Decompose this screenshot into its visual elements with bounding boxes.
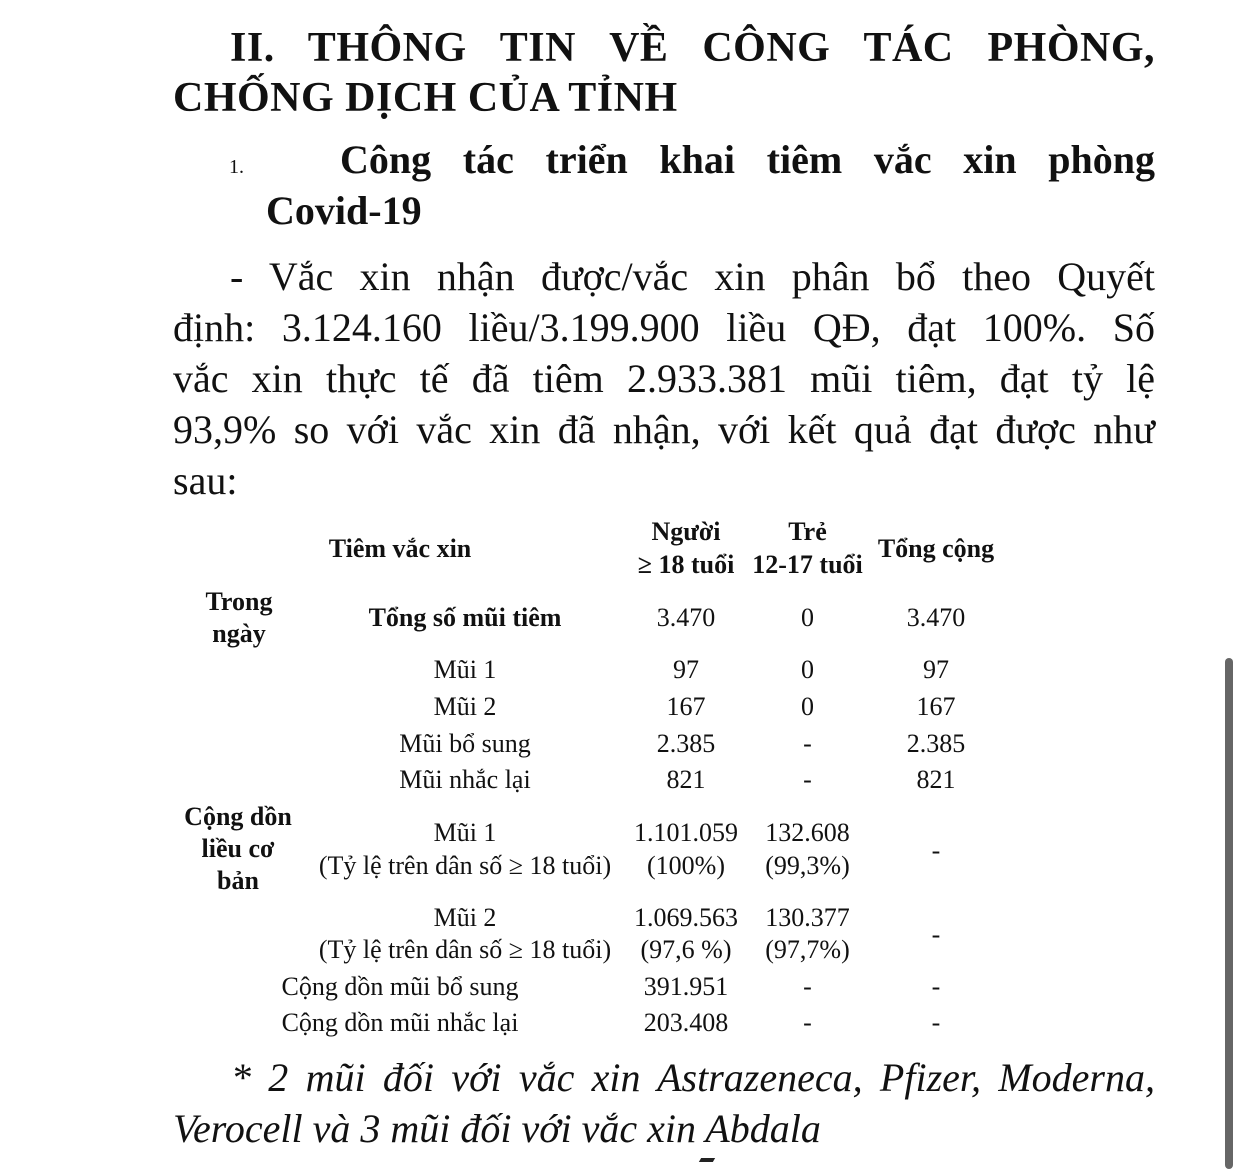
- group-cum-label-1: Cộng dồn: [184, 802, 292, 831]
- row-cum-dose1-child-2: (99,3%): [765, 851, 850, 880]
- row-cum-extra-label: Cộng dồn mũi bổ sung: [281, 972, 519, 1001]
- header-vaccination: Tiêm vắc xin: [328, 534, 472, 563]
- row-cum-dose2-adult-2: (97,6 %): [640, 935, 732, 964]
- row-extra-child: -: [803, 729, 812, 758]
- subsection-number: 1.: [229, 156, 244, 178]
- row-cum-dose2-label-1: Mũi 2: [433, 903, 497, 932]
- row-dose2-child: 0: [801, 692, 814, 721]
- subsection-title-line-1: Công tác triển khai tiêm vắc xin phòng: [340, 137, 1155, 182]
- row-cum-dose1-adult-1: 1.101.059: [634, 818, 738, 847]
- group-cum-label-2: liều cơ: [201, 834, 275, 863]
- row-dose2-adult: 167: [666, 692, 706, 721]
- group-day-label-1: Trong: [205, 587, 273, 616]
- header-adult-line2: ≥ 18 tuổi: [637, 550, 735, 579]
- cut-off-text-fragment: [699, 1158, 715, 1162]
- row-dose1-label: Mũi 1: [433, 655, 497, 684]
- header-adult-line1: Người: [651, 517, 721, 546]
- row-total-doses-label: Tổng số mũi tiêm: [368, 603, 562, 632]
- row-booster-child: -: [803, 765, 812, 794]
- row-booster-label: Mũi nhắc lại: [399, 765, 531, 794]
- section-heading-line-2: CHỐNG DỊCH CỦA TỈNH: [173, 75, 678, 121]
- group-cum-label-3: bản: [217, 866, 259, 895]
- row-cum-extra-total: -: [931, 972, 941, 1001]
- row-cum-booster-child: -: [803, 1008, 812, 1037]
- row-cum-dose1-total: -: [931, 836, 941, 865]
- row-cum-booster-adult: 203.408: [643, 1008, 729, 1037]
- subsection-title-line-2: Covid-19: [266, 188, 422, 233]
- header-total: Tổng cộng: [877, 534, 995, 563]
- group-day-label-2: ngày: [212, 619, 266, 648]
- row-cum-dose1-label-1: Mũi 1: [433, 818, 497, 847]
- paragraph-line-5: sau:: [173, 458, 238, 503]
- row-cum-extra-child: -: [803, 972, 812, 1001]
- row-cum-dose2-label-2: (Tỷ lệ trên dân số ≥ 18 tuổi): [318, 935, 612, 964]
- row-cum-extra-adult: 391.951: [643, 972, 729, 1001]
- row-total-doses-child: 0: [801, 603, 814, 632]
- paragraph-line-2: định: 3.124.160 liều/3.199.900 liều QĐ, đạt 100%. Số: [173, 305, 1155, 350]
- row-cum-dose1-adult-2: (100%): [647, 851, 725, 880]
- footnote-line-2: Verocell và 3 mũi đối với vắc xin Abdala: [173, 1106, 821, 1151]
- row-dose1-adult: 97: [673, 655, 699, 684]
- header-child-line1: Trẻ: [788, 517, 827, 546]
- row-cum-dose2-child-1: 130.377: [765, 903, 850, 932]
- row-cum-dose2-adult-1: 1.069.563: [634, 903, 738, 932]
- header-child-line2: 12-17 tuổi: [752, 550, 863, 579]
- paragraph-line-3: vắc xin thực tế đã tiêm 2.933.381 mũi tiêm, đạt tỷ lệ: [173, 356, 1155, 401]
- row-extra-adult: 2.385: [656, 729, 716, 758]
- row-cum-booster-total: -: [931, 1008, 941, 1037]
- row-extra-label: Mũi bổ sung: [399, 729, 531, 758]
- row-cum-dose2-total: -: [931, 920, 941, 949]
- footnote-line-1: * 2 mũi đối với vắc xin Astrazeneca, Pfizer, Moderna,: [231, 1055, 1155, 1100]
- row-total-doses-total: 3.470: [906, 603, 966, 632]
- vertical-scrollbar[interactable]: [1225, 658, 1233, 1169]
- row-cum-dose1-label-2: (Tỷ lệ trên dân số ≥ 18 tuổi): [318, 851, 612, 880]
- row-extra-total: 2.385: [906, 729, 966, 758]
- row-dose2-total: 167: [916, 692, 956, 721]
- row-dose1-total: 97: [923, 655, 949, 684]
- row-booster-total: 821: [916, 765, 956, 794]
- paragraph-line-1: - Vắc xin nhận được/vắc xin phân bổ theo Quyết: [230, 254, 1155, 299]
- row-dose2-label: Mũi 2: [433, 692, 497, 721]
- row-cum-dose2-child-2: (97,7%): [765, 935, 850, 964]
- section-heading-line-1: II. THÔNG TIN VỀ CÔNG TÁC PHÒNG,: [230, 25, 1155, 71]
- row-booster-adult: 821: [666, 765, 706, 794]
- paragraph-line-4: 93,9% so với vắc xin đã nhận, với kết quả đạt được như: [173, 407, 1155, 452]
- row-dose1-child: 0: [801, 655, 814, 684]
- row-cum-booster-label: Cộng dồn mũi nhắc lại: [281, 1008, 519, 1037]
- row-cum-dose1-child-1: 132.608: [765, 818, 850, 847]
- row-total-doses-adult: 3.470: [656, 603, 716, 632]
